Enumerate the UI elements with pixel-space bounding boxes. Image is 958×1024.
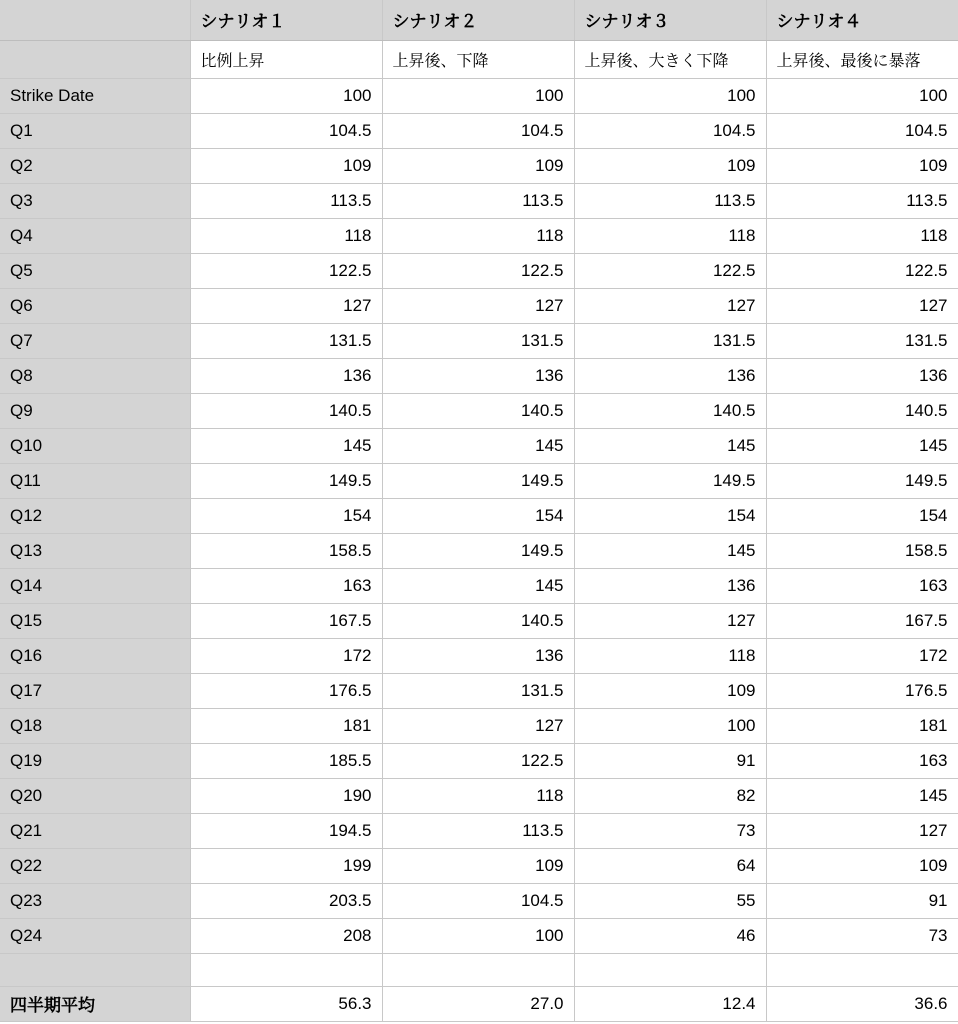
row-label: Q3 bbox=[0, 183, 190, 218]
table-header-row bbox=[0, 0, 958, 40]
table-row bbox=[0, 883, 958, 918]
row-label: Q6 bbox=[0, 288, 190, 323]
cell-value: 136 bbox=[574, 358, 766, 393]
cell-value: 158.5 bbox=[190, 533, 382, 568]
cell-value: 172 bbox=[766, 638, 958, 673]
cell-value: 149.5 bbox=[190, 463, 382, 498]
cell-value: 127 bbox=[766, 288, 958, 323]
column-subtitle-2: 上昇後、下降 bbox=[382, 40, 574, 78]
cell-value: 176.5 bbox=[766, 673, 958, 708]
table-row bbox=[0, 358, 958, 393]
table-spacer-row bbox=[0, 953, 958, 986]
cell-value: 91 bbox=[574, 743, 766, 778]
cell-value: 131.5 bbox=[382, 673, 574, 708]
column-subtitle-1: 比例上昇 bbox=[190, 40, 382, 78]
row-label: Q16 bbox=[0, 638, 190, 673]
cell-value bbox=[766, 953, 958, 986]
cell-value: 145 bbox=[382, 568, 574, 603]
cell-value: 64 bbox=[574, 848, 766, 883]
row-label: Q21 bbox=[0, 813, 190, 848]
cell-value: 118 bbox=[574, 638, 766, 673]
row-label: Q10 bbox=[0, 428, 190, 463]
cell-value: 122.5 bbox=[382, 743, 574, 778]
row-label: Q5 bbox=[0, 253, 190, 288]
cell-value: 113.5 bbox=[382, 183, 574, 218]
cell-value: 131.5 bbox=[382, 323, 574, 358]
cell-value: 109 bbox=[766, 148, 958, 183]
cell-value: 118 bbox=[574, 218, 766, 253]
cell-value: 163 bbox=[766, 743, 958, 778]
cell-value: 100 bbox=[382, 78, 574, 113]
cell-value: 167.5 bbox=[190, 603, 382, 638]
cell-value: 122.5 bbox=[574, 253, 766, 288]
cell-value: 127 bbox=[382, 288, 574, 323]
table-row bbox=[0, 218, 958, 253]
cell-value: 127 bbox=[190, 288, 382, 323]
cell-value: 104.5 bbox=[574, 113, 766, 148]
cell-value: 113.5 bbox=[766, 183, 958, 218]
cell-value: 181 bbox=[766, 708, 958, 743]
cell-value: 176.5 bbox=[190, 673, 382, 708]
cell-value: 154 bbox=[190, 498, 382, 533]
cell-value: 118 bbox=[382, 218, 574, 253]
table-subtitle-row bbox=[0, 40, 958, 78]
row-label: Q2 bbox=[0, 148, 190, 183]
cell-value: 73 bbox=[574, 813, 766, 848]
row-label: Q8 bbox=[0, 358, 190, 393]
cell-value: 154 bbox=[382, 498, 574, 533]
table-row bbox=[0, 78, 958, 113]
cell-value: 140.5 bbox=[382, 603, 574, 638]
cell-value: 145 bbox=[382, 428, 574, 463]
row-label: Q1 bbox=[0, 113, 190, 148]
cell-value: 100 bbox=[766, 78, 958, 113]
cell-value: 203.5 bbox=[190, 883, 382, 918]
cell-value: 109 bbox=[574, 673, 766, 708]
cell-value: 136 bbox=[382, 358, 574, 393]
cell-value: 158.5 bbox=[766, 533, 958, 568]
cell-value: 100 bbox=[190, 78, 382, 113]
table-row bbox=[0, 778, 958, 813]
cell-value: 104.5 bbox=[766, 113, 958, 148]
row-label: Q15 bbox=[0, 603, 190, 638]
cell-value: 167.5 bbox=[766, 603, 958, 638]
cell-value: 127 bbox=[574, 603, 766, 638]
cell-value: 118 bbox=[382, 778, 574, 813]
column-header-4: シナリオ４ bbox=[766, 0, 958, 40]
cell-value: 113.5 bbox=[574, 183, 766, 218]
cell-value: 145 bbox=[190, 428, 382, 463]
table-row bbox=[0, 113, 958, 148]
cell-value: 131.5 bbox=[190, 323, 382, 358]
cell-value: 131.5 bbox=[574, 323, 766, 358]
cell-value: 113.5 bbox=[382, 813, 574, 848]
cell-value: 27.0 bbox=[382, 986, 574, 1021]
cell-value: 104.5 bbox=[190, 113, 382, 148]
column-subtitle-3: 上昇後、大きく下降 bbox=[574, 40, 766, 78]
cell-value: 208 bbox=[190, 918, 382, 953]
table-row bbox=[0, 848, 958, 883]
column-header-2: シナリオ２ bbox=[382, 0, 574, 40]
cell-value bbox=[574, 953, 766, 986]
row-label: Q9 bbox=[0, 393, 190, 428]
row-label: Q14 bbox=[0, 568, 190, 603]
column-header-3: シナリオ３ bbox=[574, 0, 766, 40]
cell-value: 127 bbox=[382, 708, 574, 743]
row-label: Q13 bbox=[0, 533, 190, 568]
cell-value: 109 bbox=[382, 148, 574, 183]
table-row bbox=[0, 743, 958, 778]
cell-value: 56.3 bbox=[190, 986, 382, 1021]
cell-value: 46 bbox=[574, 918, 766, 953]
table-row bbox=[0, 673, 958, 708]
row-label: Q12 bbox=[0, 498, 190, 533]
table-average-row bbox=[0, 986, 958, 1021]
row-label: Q23 bbox=[0, 883, 190, 918]
cell-value: 91 bbox=[766, 883, 958, 918]
cell-value: 136 bbox=[382, 638, 574, 673]
table-row bbox=[0, 638, 958, 673]
cell-value: 55 bbox=[574, 883, 766, 918]
column-header-1: シナリオ１ bbox=[190, 0, 382, 40]
table-row bbox=[0, 603, 958, 638]
cell-value: 194.5 bbox=[190, 813, 382, 848]
row-label: Q20 bbox=[0, 778, 190, 813]
cell-value: 118 bbox=[766, 218, 958, 253]
table-row bbox=[0, 393, 958, 428]
cell-value: 12.4 bbox=[574, 986, 766, 1021]
table-row bbox=[0, 463, 958, 498]
row-label: Q7 bbox=[0, 323, 190, 358]
cell-value: 199 bbox=[190, 848, 382, 883]
cell-value: 145 bbox=[766, 428, 958, 463]
cell-value: 100 bbox=[382, 918, 574, 953]
row-label: Strike Date bbox=[0, 78, 190, 113]
cell-value: 113.5 bbox=[190, 183, 382, 218]
row-label: Q4 bbox=[0, 218, 190, 253]
table-row bbox=[0, 813, 958, 848]
column-subtitle-4: 上昇後、最後に暴落 bbox=[766, 40, 958, 78]
cell-value: 122.5 bbox=[766, 253, 958, 288]
cell-value: 172 bbox=[190, 638, 382, 673]
cell-value: 122.5 bbox=[382, 253, 574, 288]
subtitle-corner-cell bbox=[0, 40, 190, 78]
row-label: Q22 bbox=[0, 848, 190, 883]
cell-value: 136 bbox=[574, 568, 766, 603]
row-label bbox=[0, 953, 190, 986]
cell-value: 181 bbox=[190, 708, 382, 743]
cell-value: 127 bbox=[574, 288, 766, 323]
cell-value: 109 bbox=[766, 848, 958, 883]
cell-value: 140.5 bbox=[574, 393, 766, 428]
table-row bbox=[0, 568, 958, 603]
cell-value: 136 bbox=[190, 358, 382, 393]
cell-value: 190 bbox=[190, 778, 382, 813]
table-row bbox=[0, 918, 958, 953]
table-row bbox=[0, 533, 958, 568]
cell-value: 185.5 bbox=[190, 743, 382, 778]
cell-value: 145 bbox=[574, 533, 766, 568]
cell-value: 127 bbox=[766, 813, 958, 848]
cell-value: 149.5 bbox=[382, 463, 574, 498]
cell-value: 109 bbox=[190, 148, 382, 183]
cell-value: 104.5 bbox=[382, 883, 574, 918]
cell-value: 136 bbox=[766, 358, 958, 393]
cell-value: 149.5 bbox=[574, 463, 766, 498]
row-label: Q11 bbox=[0, 463, 190, 498]
cell-value: 140.5 bbox=[382, 393, 574, 428]
cell-value: 36.6 bbox=[766, 986, 958, 1021]
cell-value: 73 bbox=[766, 918, 958, 953]
cell-value: 154 bbox=[574, 498, 766, 533]
table-row bbox=[0, 428, 958, 463]
cell-value: 163 bbox=[190, 568, 382, 603]
cell-value bbox=[382, 953, 574, 986]
cell-value: 100 bbox=[574, 78, 766, 113]
cell-value: 154 bbox=[766, 498, 958, 533]
row-label: Q17 bbox=[0, 673, 190, 708]
row-label: 四半期平均 bbox=[0, 986, 190, 1021]
cell-value bbox=[190, 953, 382, 986]
table-row bbox=[0, 253, 958, 288]
row-label: Q18 bbox=[0, 708, 190, 743]
table-row bbox=[0, 183, 958, 218]
cell-value: 109 bbox=[382, 848, 574, 883]
cell-value: 140.5 bbox=[766, 393, 958, 428]
cell-value: 100 bbox=[574, 708, 766, 743]
cell-value: 140.5 bbox=[190, 393, 382, 428]
row-label: Q24 bbox=[0, 918, 190, 953]
cell-value: 82 bbox=[574, 778, 766, 813]
table-row bbox=[0, 498, 958, 533]
cell-value: 109 bbox=[574, 148, 766, 183]
table-row bbox=[0, 148, 958, 183]
cell-value: 149.5 bbox=[766, 463, 958, 498]
cell-value: 145 bbox=[574, 428, 766, 463]
cell-value: 149.5 bbox=[382, 533, 574, 568]
row-label: Q19 bbox=[0, 743, 190, 778]
cell-value: 163 bbox=[766, 568, 958, 603]
table-row bbox=[0, 708, 958, 743]
cell-value: 118 bbox=[190, 218, 382, 253]
cell-value: 104.5 bbox=[382, 113, 574, 148]
table-row bbox=[0, 288, 958, 323]
table-corner-cell bbox=[0, 0, 190, 40]
cell-value: 131.5 bbox=[766, 323, 958, 358]
cell-value: 145 bbox=[766, 778, 958, 813]
table-row bbox=[0, 323, 958, 358]
cell-value: 122.5 bbox=[190, 253, 382, 288]
